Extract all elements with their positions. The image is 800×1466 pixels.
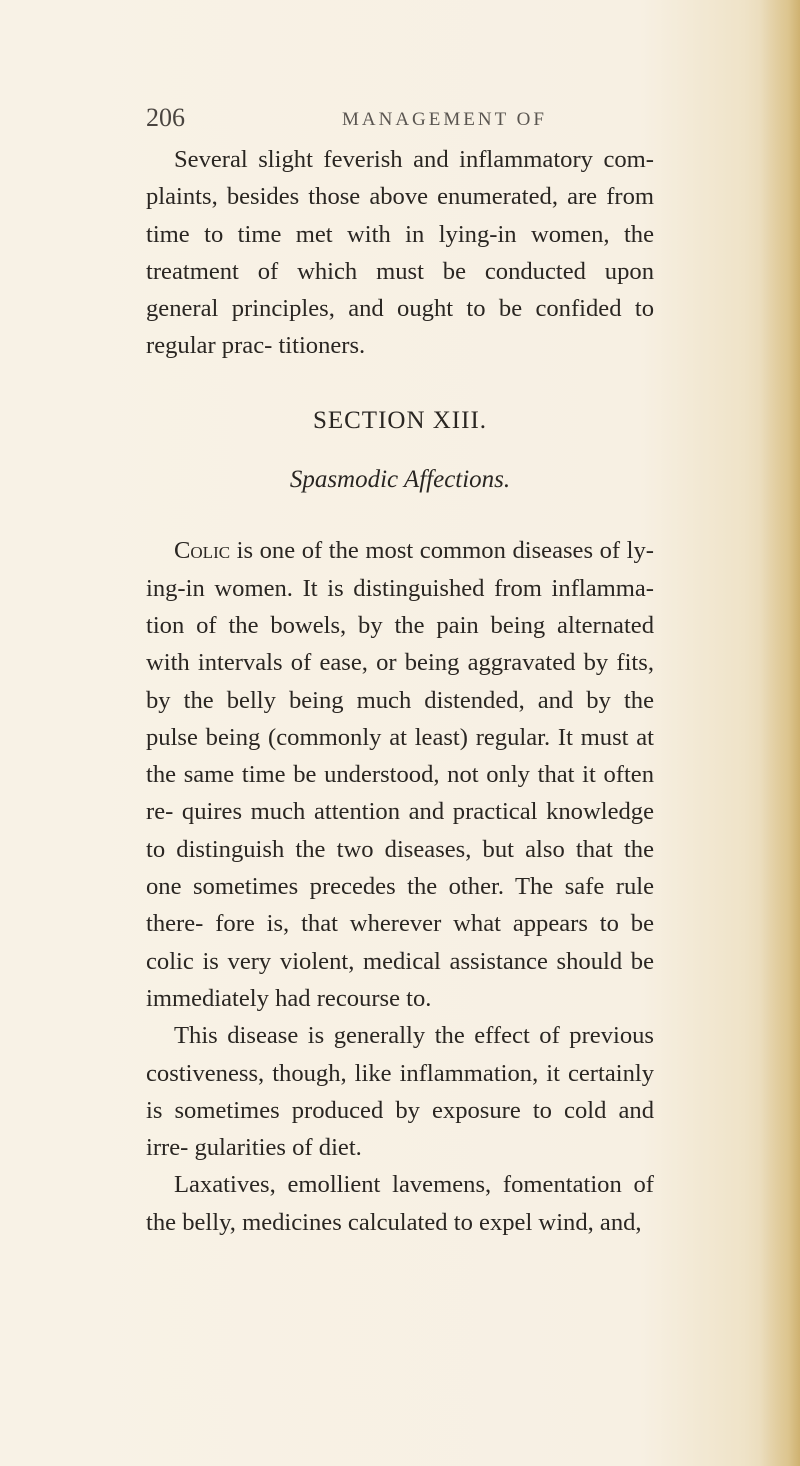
page-edge-stain bbox=[760, 0, 800, 1466]
page-header bbox=[146, 100, 706, 136]
cause-paragraph: This disease is generally the effect of previous costiveness, though, like inflammation, it certainly is sometimes produced by exposure to cold and irre- gularities of diet. bbox=[146, 1022, 654, 1162]
colic-paragraph-text: is one of the most common diseases of ly- ing-in women. It is distinguished from inflamma- tion of the bowels, by the pain being alternated with intervals of ease, or being aggravated by fits, by the belly being much distended, and by the pulse being (commonly at least) regular. It must at the same time be understood, not only that it often re- quires much attention and practical knowledge to distinguish the two diseases, but also that the one sometimes precedes the other. The safe rule there- fore is, that wherever what appears to be colic is very violent, medical assistance should be immediately had recourse to. bbox=[146, 537, 654, 1012]
section-subtitle: Spasmodic Affections. bbox=[289, 466, 511, 494]
page-number: 206 bbox=[146, 103, 185, 132]
body-text bbox=[146, 141, 654, 1241]
section-heading: SECTION XIII. bbox=[312, 406, 488, 434]
intro-paragraph: Several slight feverish and inflammatory com- plaints, besides those above enumerated, are from time to time met with in lying-in women, the treatment of which must be conducted upon general principles, and ought to be confided to regular prac- titioners. bbox=[146, 146, 654, 360]
colic-paragraph bbox=[146, 532, 654, 1017]
running-head: MANAGEMENT OF bbox=[342, 109, 547, 130]
colic-lead-word: Colic bbox=[174, 537, 231, 565]
treatment-paragraph: Laxatives, emollient lavemens, fomentation of the belly, medicines calculated to expel wind, and, bbox=[146, 1171, 654, 1236]
